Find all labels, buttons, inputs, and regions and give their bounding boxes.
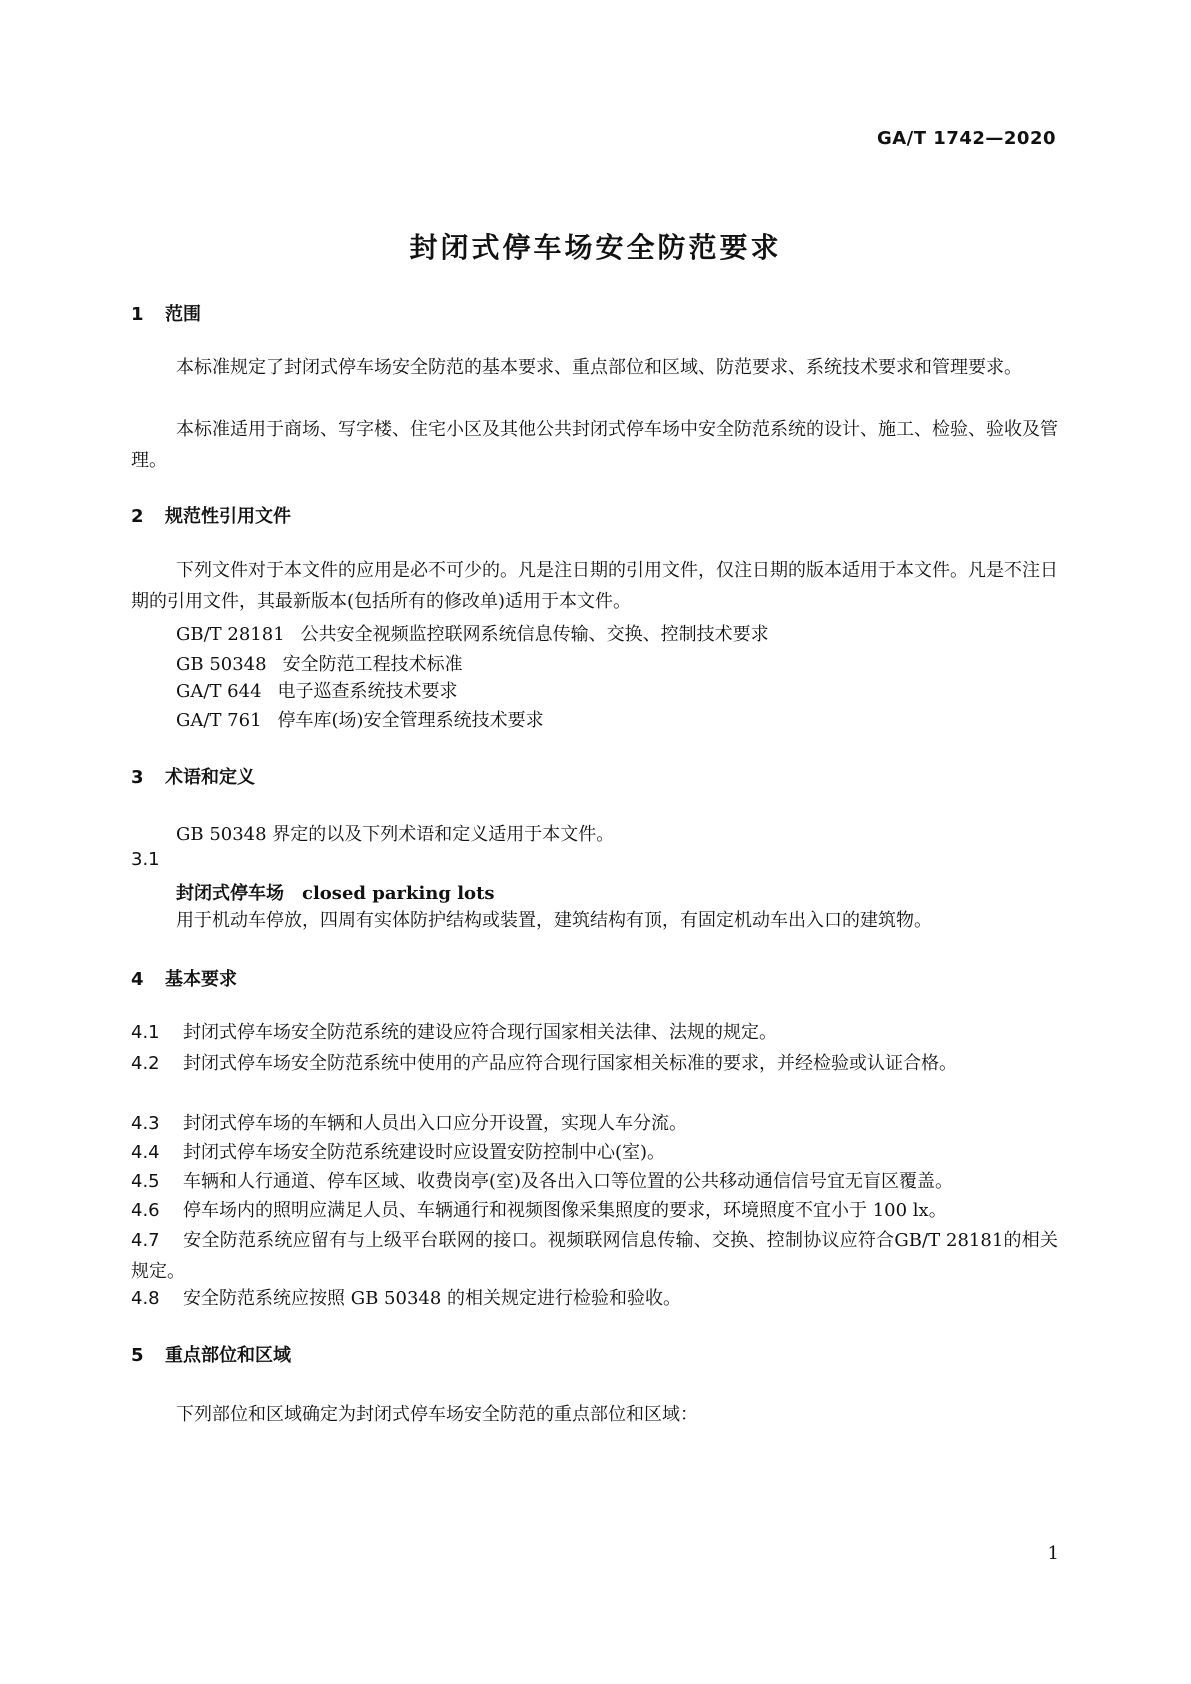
section-title: 术语和定义 [165,767,255,788]
reference-name: 停车库(场)安全管理系统技术要求 [277,710,544,731]
reference-name: 电子巡查系统技术要求 [277,681,458,702]
standard-code: GA/T 1742—2020 [876,128,1056,149]
clause-4-1 [131,1017,1058,1048]
paragraph: 下列文件对于本文件的应用是必不可少的。凡是注日期的引用文件，仅注日期的版本适用于本文件。凡是不注日期的引用文件，其最新版本(包括所有的修改单)适用于本文件。 [131,560,1058,612]
section-number: 4 [131,969,144,990]
clause-text: 封闭式停车场安全防范系统中使用的产品应符合现行国家相关标准的要求，并经检验或认证合格。 [183,1053,957,1074]
reference-item [176,650,463,676]
clause-4-3 [131,1108,1058,1139]
document-title: 封闭式停车场安全防范要求 [409,231,782,264]
clause-number: 4.3 [131,1113,160,1134]
clause-number: 4.4 [131,1142,160,1163]
clause-number: 4.5 [131,1171,160,1192]
clause-text: 安全防范系统应按照 GB 50348 的相关规定进行检验和验收。 [183,1288,682,1309]
clause-4-2 [131,1048,1058,1079]
term-number: 3.1 [131,849,160,870]
reference-item [176,620,769,646]
section-number: 3 [131,767,144,788]
section-4-heading [131,965,237,991]
section-title: 规范性引用文件 [165,506,291,527]
paragraph: 下列部位和区域确定为封闭式停车场安全防范的重点部位和区域： [176,1404,698,1425]
clause-text: 封闭式停车场安全防范系统的建设应符合现行国家相关法律、法规的规定。 [183,1022,777,1043]
reference-item [176,677,458,703]
section-2-heading [131,502,291,528]
clause-4-8 [131,1283,1058,1314]
section-title: 重点部位和区域 [165,1345,291,1366]
section-number: 5 [131,1345,144,1366]
term-definition: 用于机动车停放，四周有实体防护结构或装置，建筑结构有顶，有固定机动车出入口的建筑物。 [176,910,932,931]
clause-text: 停车场内的照明应满足人员、车辆通行和视频图像采集照度的要求，环境照度不宜小于 100 lx。 [183,1200,947,1221]
paragraph: 本标准适用于商场、写字楼、住宅小区及其他公共封闭式停车场中安全防范系统的设计、施工、检验、验收及管理。 [131,419,1058,471]
page-number: 1 [1047,1543,1059,1564]
term-english: closed parking lots [302,883,495,904]
clause-text: 封闭式停车场的车辆和人员出入口应分开设置，实现人车分流。 [183,1113,687,1134]
section-title: 基本要求 [165,969,237,990]
section-1-heading [131,300,201,326]
clause-text: 车辆和人行通道、停车区域、收费岗亭(室)及各出入口等位置的公共移动通信信号宜无盲区覆盖。 [183,1171,954,1192]
clause-text: 封闭式停车场安全防范系统建设时应设置安防控制中心(室)。 [183,1142,666,1163]
clause-4-5 [131,1166,1058,1197]
term-title [176,879,495,905]
clause-number: 4.2 [131,1053,160,1074]
reference-code: GA/T 761 [176,710,262,731]
term-chinese: 封闭式停车场 [176,883,284,904]
clause-number: 4.7 [131,1230,160,1251]
clause-4-7 [131,1225,1058,1287]
clause-number: 4.1 [131,1022,160,1043]
section-3-heading [131,763,255,789]
paragraph: 本标准规定了封闭式停车场安全防范的基本要求、重点部位和区域、防范要求、系统技术要求和管理要求。 [176,357,1022,378]
clause-number: 4.6 [131,1200,160,1221]
clause-text: 安全防范系统应留有与上级平台联网的接口。视频联网信息传输、交换、控制协议应符合GB/T 28181的相关规定。 [131,1230,1058,1282]
reference-code: GB 50348 [176,654,267,675]
section-title: 范围 [165,304,201,325]
reference-name: 公共安全视频监控联网系统信息传输、交换、控制技术要求 [300,624,769,645]
clause-number: 4.8 [131,1288,160,1309]
clause-4-6 [131,1195,1058,1226]
section-number: 1 [131,304,144,325]
reference-name: 安全防范工程技术标准 [282,654,463,675]
section-number: 2 [131,506,144,527]
reference-item [176,706,544,732]
section-5-heading [131,1341,291,1367]
clause-4-4 [131,1137,1058,1168]
reference-code: GA/T 644 [176,681,262,702]
paragraph: GB 50348 界定的以及下列术语和定义适用于本文件。 [176,824,615,845]
reference-code: GB/T 28181 [176,624,285,645]
